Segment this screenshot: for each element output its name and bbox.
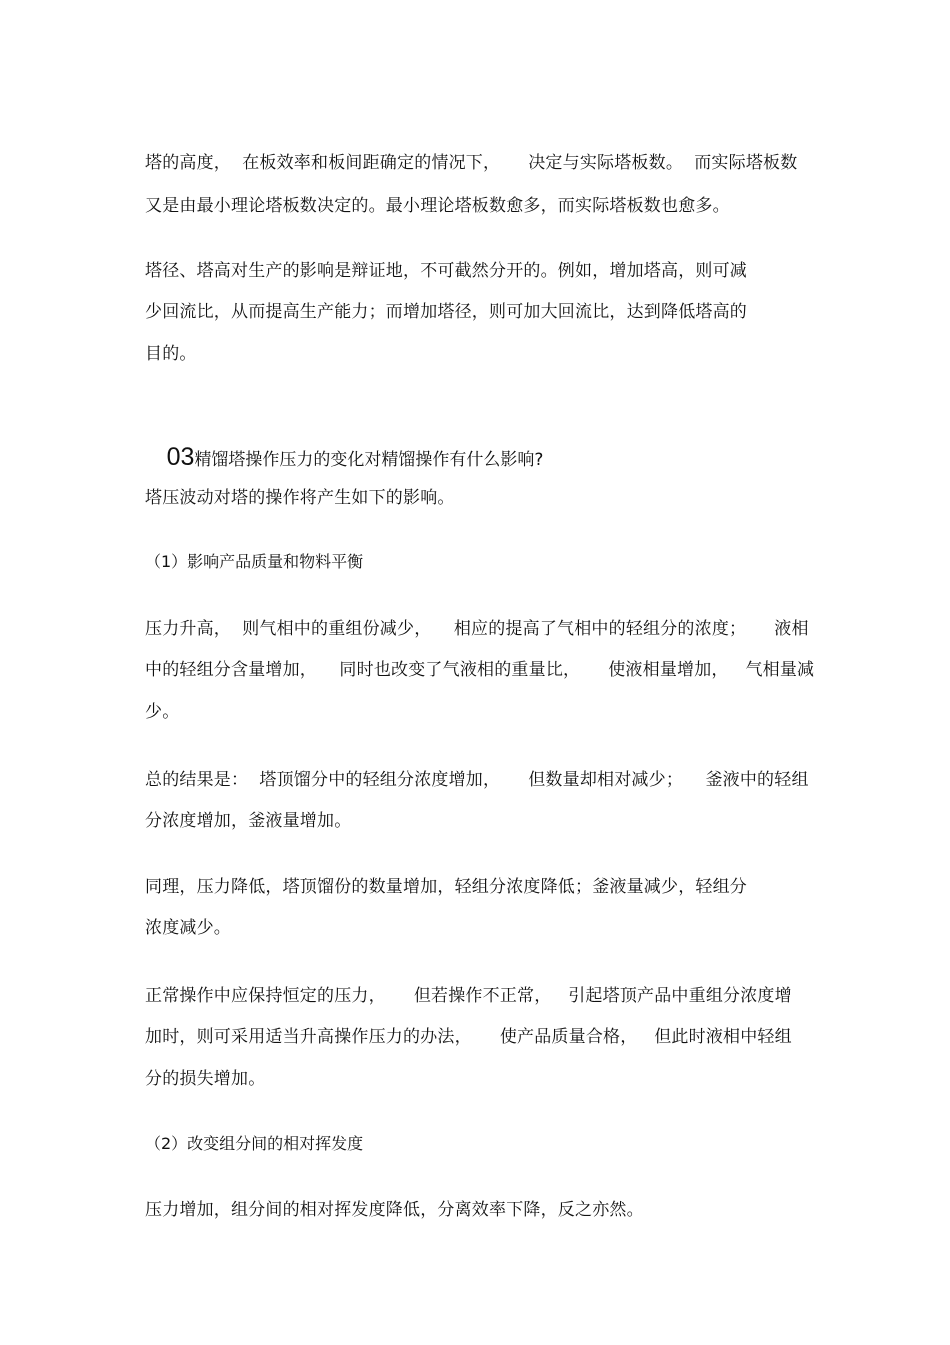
paragraph-4-line-3: 少。 <box>145 702 180 722</box>
paragraph-2-line-1: 塔径、塔高对生产的影响是辩证地，不可截然分开的。例如，增加塔高，则可减 <box>145 261 747 281</box>
paragraph-3-line-1: 塔压波动对塔的操作将产生如下的影响。 <box>145 488 455 508</box>
paragraph-6-line-1: 同理，压力降低，塔顶馏份的数量增加，轻组分浓度降低；釜液量减少，轻组分 <box>145 877 747 897</box>
subsection-2-title: （2）改变组分间的相对挥发度 <box>145 1134 364 1153</box>
section-number: 03 <box>166 443 195 471</box>
paragraph-1-line-1: 塔的高度， 在板效率和板间距确定的情况下， 决定与实际塔板数。 而实际塔板数 <box>145 153 798 173</box>
paragraph-8-line-1: 压力增加，组分间的相对挥发度降低，分离效率下降，反之亦然。 <box>145 1200 644 1220</box>
paragraph-5-line-1: 总的结果是： 塔顶馏分中的轻组分浓度增加， 但数量却相对减少； 釜液中的轻组 <box>145 770 809 790</box>
section-title: 精馏塔操作压力的变化对精馏操作有什么影响? <box>194 450 544 470</box>
paragraph-5-line-2: 分浓度增加，釜液量增加。 <box>145 811 352 831</box>
paragraph-1-line-2: 又是由最小理论塔板数决定的。最小理论塔板数愈多，而实际塔板数也愈多。 <box>145 196 730 216</box>
paragraph-2-line-2: 少回流比，从而提高生产能力；而增加塔径，则可加大回流比，达到降低塔高的 <box>145 302 747 322</box>
paragraph-2-line-3: 目的。 <box>145 344 197 364</box>
paragraph-7-line-2: 加时，则可采用适当升高操作压力的办法， 使产品质量合格， 但此时液相中轻组 <box>145 1027 792 1047</box>
subsection-1-title: （1）影响产品质量和物料平衡 <box>145 552 364 571</box>
paragraph-7-line-1: 正常操作中应保持恒定的压力， 但若操作不正常， 引起塔顶产品中重组分浓度增 <box>145 986 792 1006</box>
paragraph-4-line-1: 压力升高， 则气相中的重组份减少， 相应的提高了气相中的轻组分的浓度； 液相 <box>145 619 809 639</box>
paragraph-7-line-3: 分的损失增加。 <box>145 1069 266 1089</box>
paragraph-6-line-2: 浓度减少。 <box>145 918 231 938</box>
paragraph-4-line-2: 中的轻组分含量增加， 同时也改变了气液相的重量比， 使液相量增加， 气相量减 <box>145 660 815 680</box>
